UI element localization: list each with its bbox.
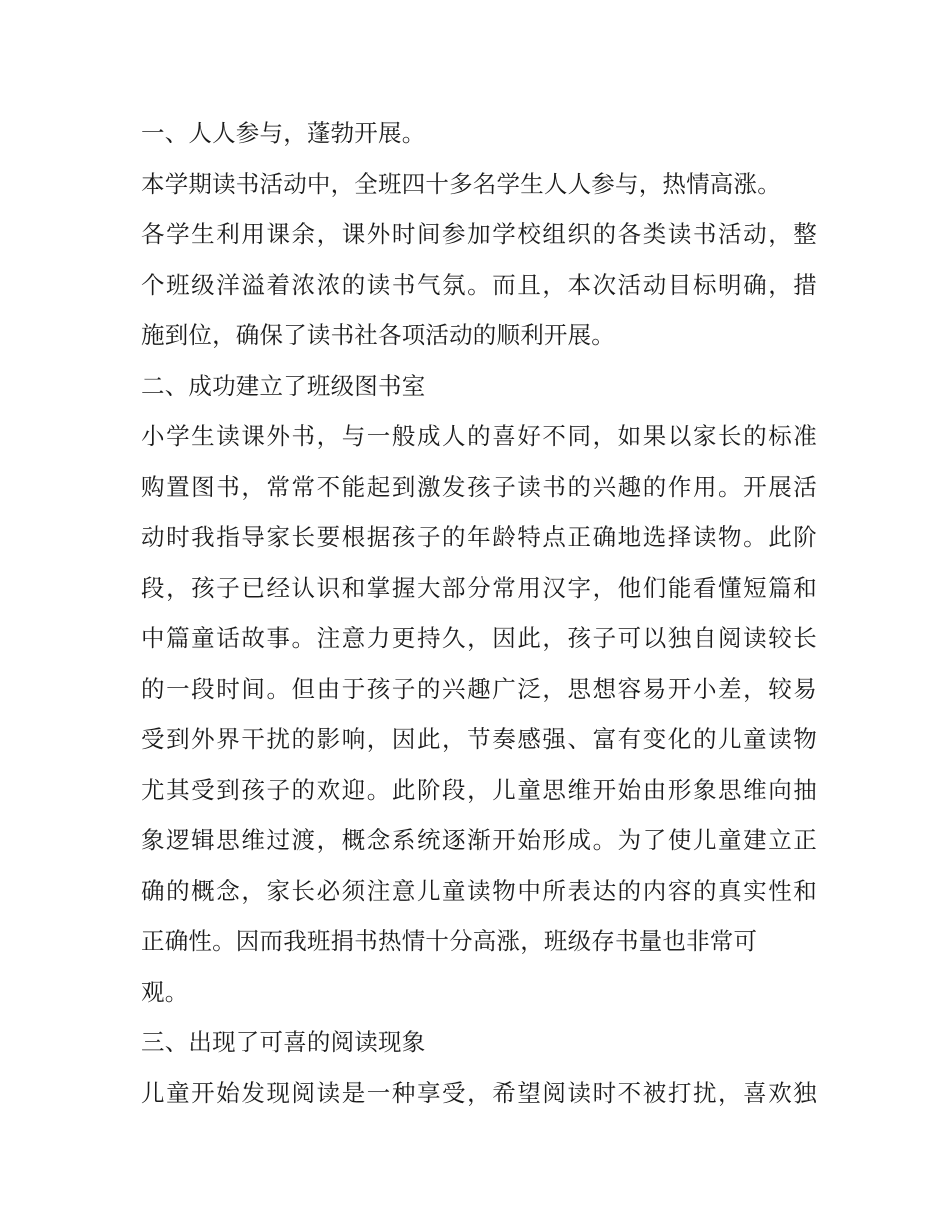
paragraph-line: 段，孩子已经认识和掌握大部分常用汉字，他们能看懂短篇和 (141, 573, 817, 602)
section-heading-1: 一、人人参与，蓬勃开展。 (141, 119, 426, 147)
paragraph-line: 本学期读书活动中，全班四十多名学生人人参与，热情高涨。 (141, 169, 781, 198)
paragraph-line: 施到位，确保了读书社各项活动的顺利开展。 (141, 321, 615, 349)
paragraph-line: 小学生读课外书，与一般成人的喜好不同，如果以家长的标准 (141, 422, 817, 450)
document-body (141, 108, 817, 1118)
paragraph-line: 象逻辑思维过渡，概念系统逐渐开始形成。为了使儿童建立正 (141, 826, 817, 854)
paragraph-line: 购置图书，常常不能起到激发孩子读书的兴趣的作用。开展活 (141, 472, 817, 501)
section-heading-2: 二、成功建立了班级图书室 (141, 371, 426, 400)
paragraph-line: 的一段时间。但由于孩子的兴趣广泛，思想容易开小差，较易 (141, 674, 817, 703)
paragraph-line: 观。 (141, 977, 189, 1006)
paragraph-line: 中篇童话故事。注意力更持久，因此，孩子可以独自阅读较长 (141, 624, 817, 652)
paragraph-line: 各学生利用课余，课外时间参加学校组织的各类读书活动，整 (141, 220, 817, 248)
paragraph-line: 个班级洋溢着浓浓的读书气氛。而且，本次活动目标明确，措 (141, 270, 817, 299)
section-heading-3: 三、出现了可喜的阅读现象 (141, 1028, 426, 1056)
paragraph-line: 正确性。因而我班捐书热情十分高涨，班级存书量也非常可 (141, 927, 758, 955)
paragraph-line: 动时我指导家长要根据孩子的年龄特点正确地选择读物。此阶 (141, 523, 817, 551)
paragraph-line: 尤其受到孩子的欢迎。此阶段，儿童思维开始由形象思维向抽 (141, 775, 817, 804)
paragraph-line: 确的概念，家长必须注意儿童读物中所表达的内容的真实性和 (141, 876, 817, 905)
paragraph-line: 受到外界干扰的影响，因此，节奏感强、富有变化的儿童读物 (141, 725, 817, 753)
paragraph-line: 儿童开始发现阅读是一种享受，希望阅读时不被打扰，喜欢独 (141, 1078, 817, 1107)
